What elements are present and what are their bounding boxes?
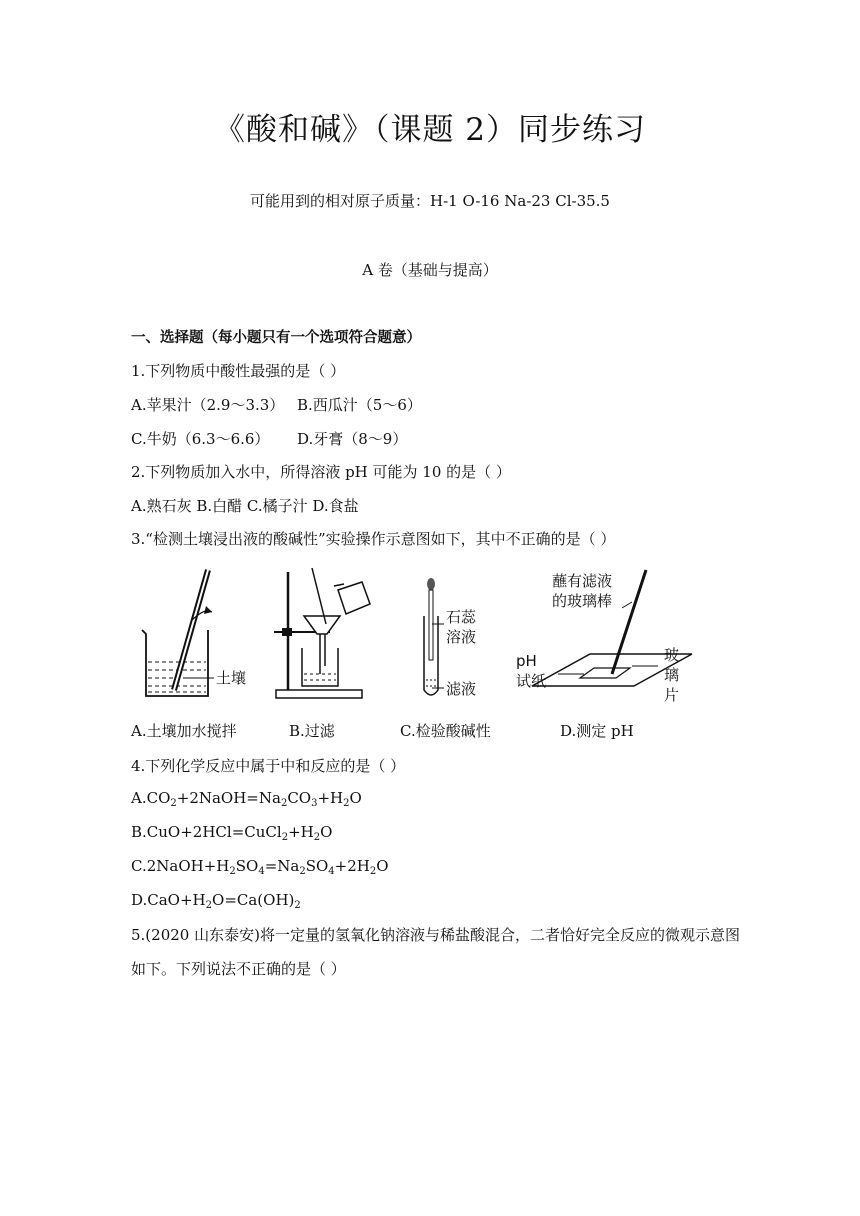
label-glass-3: 片 (664, 686, 680, 704)
figure-d-ph-test (516, 570, 692, 704)
question-1-stem: 1.下列物质中酸性最强的是（ ） (131, 362, 346, 380)
question-5-line-1: 5.(2020 山东泰安)将一定量的氢氧化钠溶液与稀盐酸混合，二者恰好完全反应的微观示意图 (131, 926, 740, 944)
atomic-masses-note: 可能用到的相对原子质量：H-1 O-16 Na-23 Cl-35.5 (250, 192, 610, 210)
question-3-option-d: D.测定 pH (560, 722, 634, 740)
question-3-option-b: B.过滤 (289, 722, 335, 740)
question-1-options-row2 (131, 428, 407, 449)
figure-b-filtration (274, 568, 370, 698)
label-glass-1: 玻 (664, 646, 680, 664)
label-soil: 土壤 (216, 669, 247, 687)
label-rod-2: 的玻璃棒 (552, 592, 613, 610)
label-ph-1: pH (516, 652, 537, 670)
label-glass-2: 璃 (664, 666, 680, 684)
volume-heading: A 卷（基础与提高） (362, 261, 498, 279)
question-1-option-b: B.西瓜汁（5～6） (297, 396, 422, 414)
question-2-stem: 2.下列物质加入水中，所得溶液 pH 可能为 10 的是（ ） (131, 463, 511, 481)
section-heading: 一、选择题（每小题只有一个选项符合题意） (131, 330, 421, 346)
question-3-option-a: A.土壤加水搅拌 (131, 722, 237, 740)
label-filtrate: 滤液 (446, 680, 477, 698)
figure-c-test-tube (424, 578, 477, 698)
label-ph-2: 试纸 (516, 672, 547, 690)
question-2-options: A.熟石灰 B.白醋 C.橘子汁 D.食盐 (131, 497, 359, 515)
question-4-option-d: $D.CaO+H_2O=Ca(OH)_2$ (131, 891, 301, 911)
question-1-option-c: C.牛奶（6.3～6.6） (131, 430, 270, 448)
question-4-stem: 4.下列化学反应中属于中和反应的是（ ） (131, 757, 406, 775)
label-litmus-1: 石蕊 (446, 608, 477, 626)
question-5-line-2: 如下。下列说法不正确的是（ ） (131, 960, 346, 978)
question-1-options-row1 (131, 394, 422, 415)
question-4-option-b: $B.CuO+2HCl=CuCl_2+H_2O$ (131, 823, 333, 843)
question-3-stem: 3.“检测土壤浸出液的酸碱性”实验操作示意图如下，其中不正确的是（ ） (131, 530, 616, 548)
question-1-option-a: A.苹果汁（2.9～3.3） (131, 396, 285, 414)
question-4-option-a: $A.CO_2+2NaOH=Na_2CO_3+H_2O$ (131, 789, 362, 809)
question-3-option-c: C.检验酸碱性 (400, 722, 491, 740)
question-1-option-d: D.牙膏（8～9） (297, 430, 408, 448)
label-rod-1: 蘸有滤液 (552, 572, 613, 590)
question-4-option-c: $C.2NaOH+H_2SO_4=Na_2SO_4+2H_2O$ (131, 857, 389, 877)
page-title: 《酸和碱》（课题 2）同步练习 (213, 112, 647, 148)
figure-a-stirring (142, 570, 246, 696)
label-litmus-2: 溶液 (446, 628, 477, 646)
experiment-figures (134, 562, 694, 712)
